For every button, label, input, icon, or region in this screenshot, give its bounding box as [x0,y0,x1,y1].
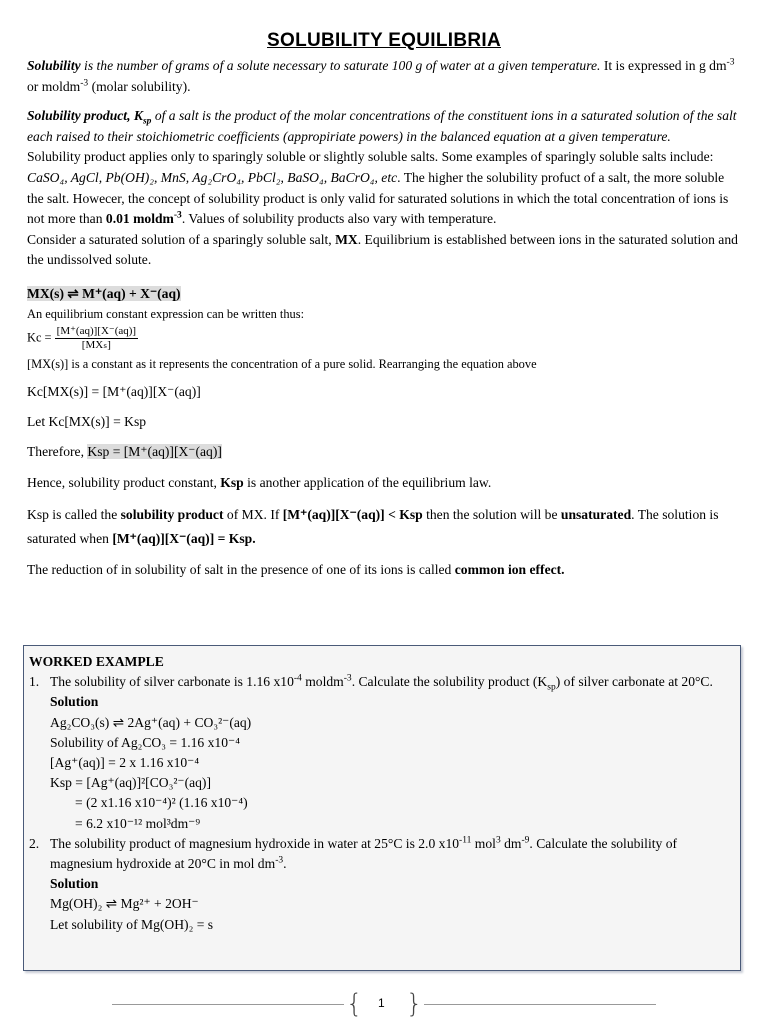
kc-expression: Kc = $\frac{[M^+(aq)][X^-(aq)]}{\text{[MXₛ]}}$ [27,324,137,351]
footer-bracket-right: } [406,989,423,1019]
solubility-product-conditions: Ksp is called the solubility product of MX. If [M⁺(aq)][X⁻(aq)] < Ksp then the solution will be unsaturated. The solution is saturated when [M⁺(aq)][X⁻(aq)] = Ksp. [27,506,719,546]
let-equation: Let Kc[MX(s)] = Ksp [27,413,147,429]
worked-example-box [23,645,741,971]
question-2: 2. The solubility product of magnesium hydroxide in water at 25°C is 2.0 $x10^{-11}$ mol$^3$ $dm^{-9}$. Calculate the solubility of magnesium hydroxide at 20°C in mol $dm^{-3}$. [29,835,678,872]
hence-sentence: Hence, solubility product constant, Ksp is another application of the equilibrium law. [27,474,492,490]
page-title: SOLUBILITY EQUILIBRIA [267,30,501,51]
worked-example-heading: WORKED EXAMPLE [29,654,164,669]
solution-2-step-2: Let solubility of Mg(OH)₂ = s [50,916,214,932]
rearranged-equation: Kc[MX(s)] = [M⁺(aq)][X⁻(aq)] [27,383,201,399]
solution-1-step-2: Solubility of Ag₂CO₃ = 1.16 x10⁻⁴ [50,734,240,750]
question-1: 1. The solubility of silver carbonate is 1.16 $x10^{-4}$ moldm$^{-3}$. Calculate the solubility product $(K_{sp})$ of silver carbonate at 20°C. [29,673,713,693]
solution-2-step-1: Mg(OH)₂ ⇌ Mg²⁺ + 2OH⁻ [50,896,199,912]
solution-1-step-5: = (2 x1.16 x10⁻⁴)² (1.16 x10⁻⁴) [75,795,248,811]
sparingly-soluble-paragraph: Solubility product applies only to sparingly soluble or slightly soluble salts. Some examples of sparingly soluble salts include: CaSO₄, AgCl, Pb(OH)₂, MnS, Ag₂CrO₄, PbCl₂, BaSO₄, BaCrO₄, etc. The higher the solubility profuct of a salt, the more soluble the salt. Howecer, the concept of solubility product is only valid for saturated solutions in which the total concentration of ions is not more than 0.01 moldm$^{-3}$. Values of solubility products also vary with temperature. [27,149,729,227]
solubility-definition: Solubility is the number of grams of a solute necessary to saturate 100 g of water at a given temperature. It is expressed in g $dm^{-3}$ or moldm$^{-3}$ (molar solubility). [27,57,735,94]
equilibrium-intro: An equilibrium constant expression can be written thus: [27,306,305,321]
solution-2-label: Solution [50,876,99,892]
solubility-product-definition: Solubility product, $K_{sp}$ of a salt is the product of the molar concentrations of the constituent ions in a saturated solution of the salt each raised to their stoichiometric coefficients (appropiriate powers) in the balanced equation at a given temperature. [27,108,737,144]
kc-fraction: $\frac{[M^+(aq)][X^-(aq)]}{\text{[MXₛ]}}$ [56,324,137,351]
therefore-equation: Therefore, Ksp = [M⁺(aq)][X⁻(aq)] [27,443,222,459]
solution-1-step-4: Ksp = [Ag⁺(aq)]²[CO₃²⁻(aq)] [50,775,211,791]
footer-line-left [112,1004,344,1005]
solution-1-step-1: Ag₂CO₃(s) ⇌ 2Ag⁺(aq) + CO₃²⁻(aq) [50,714,252,730]
solution-1-step-3: [Ag⁺(aq)] = 2 x 1.16 x10⁻⁴ [50,755,200,771]
document-page [27,30,741,580]
constant-note: [MX(s)] is a constant as it represents the concentration of a pure solid. Rearranging the equation above [27,356,537,371]
footer-line-right [424,1004,656,1005]
common-ion-sentence: The reduction of in solubility of salt in the presence of one of its ions is called common ion effect. [27,561,565,577]
page-number: 1 [378,996,385,1010]
solution-1-label: Solution [50,694,99,710]
saturated-solution-paragraph: Consider a saturated solution of a sparingly soluble salt, MX. Equilibrium is established between ions in the saturated solution and the undissolved solute. [27,231,738,268]
solution-1-step-6: = 6.2 x10⁻¹² mol³dm⁻⁹ [75,815,201,831]
page-footer [112,990,656,1020]
dissociation-equation: MX(s) ⇌ M⁺(aq) + X⁻(aq) [27,285,181,301]
footer-bracket-left: { [346,989,363,1019]
